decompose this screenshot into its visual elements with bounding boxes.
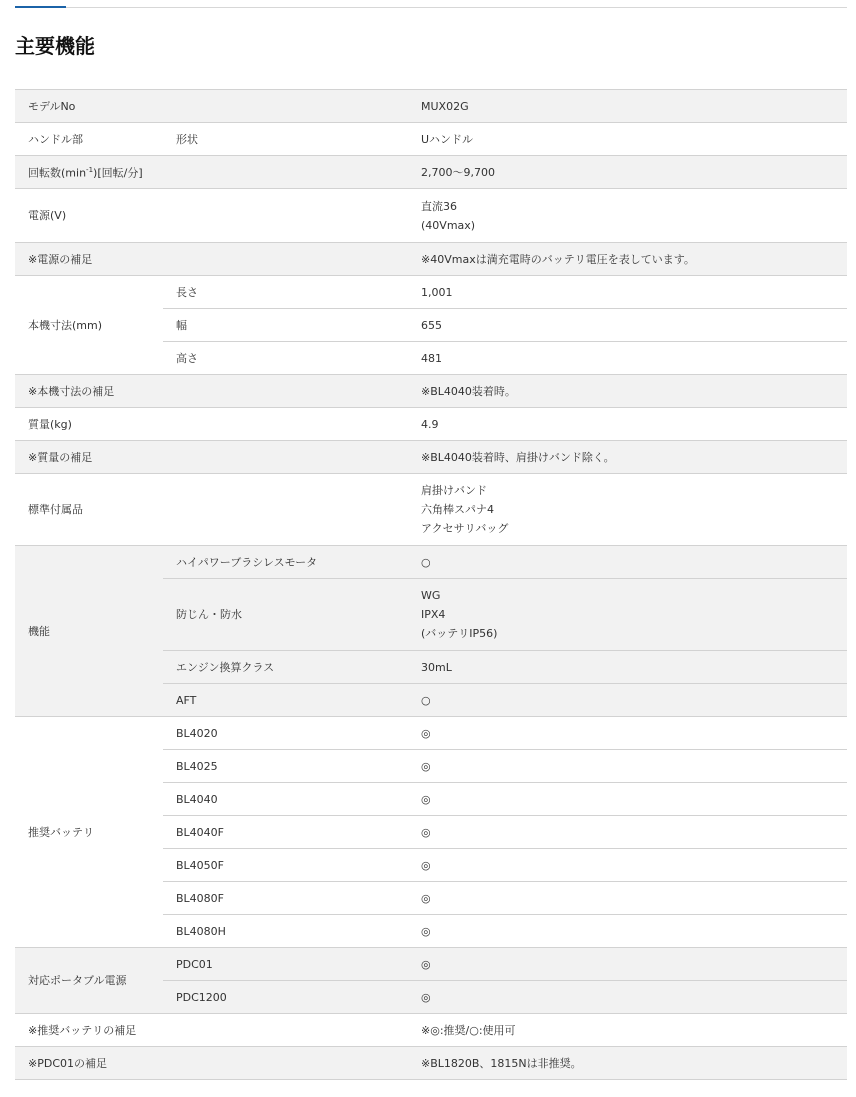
row-value [410, 474, 847, 546]
row-value: ◎ [410, 948, 847, 981]
row-sub [163, 474, 410, 546]
row-sub: 防じん・防水 [163, 579, 410, 651]
row-sub: PDC1200 [163, 981, 410, 1014]
row-sub: エンジン換算クラス [163, 651, 410, 684]
row-value: 481 [410, 342, 847, 375]
row-value: ◎ [410, 849, 847, 882]
row-sub [163, 189, 410, 243]
row-sub: PDC01 [163, 948, 410, 981]
row-value: Uハンドル [410, 123, 847, 156]
value-line: (バッテリIP56) [421, 627, 498, 640]
row-sub: BL4040F [163, 816, 410, 849]
table-row-mass-note [15, 441, 847, 474]
table-row-dims-note [15, 375, 847, 408]
page-title: 主要機能 [15, 34, 95, 58]
row-label: モデルNo [15, 90, 163, 123]
table-row-feature-motor [15, 546, 847, 579]
table-row-model [15, 90, 847, 123]
row-label: ※本機寸法の補足 [15, 375, 163, 408]
row-label: 推奨バッテリ [15, 717, 163, 948]
value-line: WG [421, 589, 441, 602]
row-sub: ハイパワーブラシレスモータ [163, 546, 410, 579]
row-value: 4.9 [410, 408, 847, 441]
row-sub: 高さ [163, 342, 410, 375]
row-value: 1,001 [410, 276, 847, 309]
row-label: ※電源の補足 [15, 243, 163, 276]
row-label: ※PDC01の補足 [15, 1047, 163, 1080]
table-row-rpm [15, 156, 847, 189]
row-sub [163, 441, 410, 474]
row-value: MUX02G [410, 90, 847, 123]
row-value: ◎ [410, 717, 847, 750]
row-sub [163, 1047, 410, 1080]
row-sub [163, 375, 410, 408]
row-sub: 幅 [163, 309, 410, 342]
row-value: ◎ [410, 882, 847, 915]
row-value: 30mL [410, 651, 847, 684]
row-value: ※40Vmaxは満充電時のバッテリ電圧を表しています。 [410, 243, 847, 276]
row-value: ○ [410, 546, 847, 579]
row-sub [163, 243, 410, 276]
value-line: 六角棒スパナ4 [421, 503, 494, 516]
row-label: 電源(V) [15, 189, 163, 243]
row-value: ◎ [410, 750, 847, 783]
row-value: ※◎:推奨/○:使用可 [410, 1014, 847, 1047]
table-row-pdc-note [15, 1047, 847, 1080]
row-value: ※BL1820B、1815Nは非推奨。 [410, 1047, 847, 1080]
row-label: ハンドル部 [15, 123, 163, 156]
row-value: ◎ [410, 915, 847, 948]
row-label [15, 156, 410, 189]
table-row-handle [15, 123, 847, 156]
row-value: ◎ [410, 981, 847, 1014]
row-sub: 長さ [163, 276, 410, 309]
row-label: 質量(kg) [15, 408, 163, 441]
row-label: 対応ポータブル電源 [15, 948, 163, 1014]
value-line: 肩掛けバンド [421, 484, 487, 497]
row-value: ※BL4040装着時。 [410, 375, 847, 408]
row-label: ※質量の補足 [15, 441, 163, 474]
row-sub [163, 408, 410, 441]
value-line: (40Vmax) [421, 218, 476, 232]
row-value: ◎ [410, 783, 847, 816]
rpm-label-sup: -1 [86, 166, 94, 175]
row-sub: BL4050F [163, 849, 410, 882]
row-sub: BL4025 [163, 750, 410, 783]
value-line: アクセサリバッグ [421, 522, 509, 535]
row-value [410, 579, 847, 651]
top-divider [15, 0, 847, 8]
table-row-mass [15, 408, 847, 441]
row-value: ※BL4040装着時、肩掛けバンド除く。 [410, 441, 847, 474]
table-row-power-note [15, 243, 847, 276]
row-value: 2,700〜9,700 [410, 156, 847, 189]
row-sub [163, 1014, 410, 1047]
row-value [410, 189, 847, 243]
row-sub [163, 90, 410, 123]
row-value: ◎ [410, 816, 847, 849]
row-label: 標準付属品 [15, 474, 163, 546]
table-row-accessories [15, 474, 847, 546]
value-line: IPX4 [421, 608, 446, 621]
table-row-battery [15, 717, 847, 750]
rpm-label-post: )[回転/分] [93, 166, 143, 180]
row-label: 機能 [15, 546, 163, 717]
row-sub: AFT [163, 684, 410, 717]
table-row-portable-power [15, 948, 847, 981]
tab-accent-bar [15, 6, 66, 8]
row-sub: BL4040 [163, 783, 410, 816]
row-value: 655 [410, 309, 847, 342]
row-sub: 形状 [163, 123, 410, 156]
row-sub: BL4080F [163, 882, 410, 915]
rpm-label-pre: 回転数(min [28, 166, 87, 180]
row-label: ※推奨バッテリの補足 [15, 1014, 163, 1047]
row-label: 本機寸法(mm) [15, 276, 163, 375]
table-row-battery-note [15, 1014, 847, 1047]
table-row-dims-length [15, 276, 847, 309]
row-sub: BL4020 [163, 717, 410, 750]
spec-table [15, 89, 847, 1080]
value-line: 直流36 [421, 199, 457, 213]
row-sub: BL4080H [163, 915, 410, 948]
row-value: ○ [410, 684, 847, 717]
table-row-power [15, 189, 847, 243]
